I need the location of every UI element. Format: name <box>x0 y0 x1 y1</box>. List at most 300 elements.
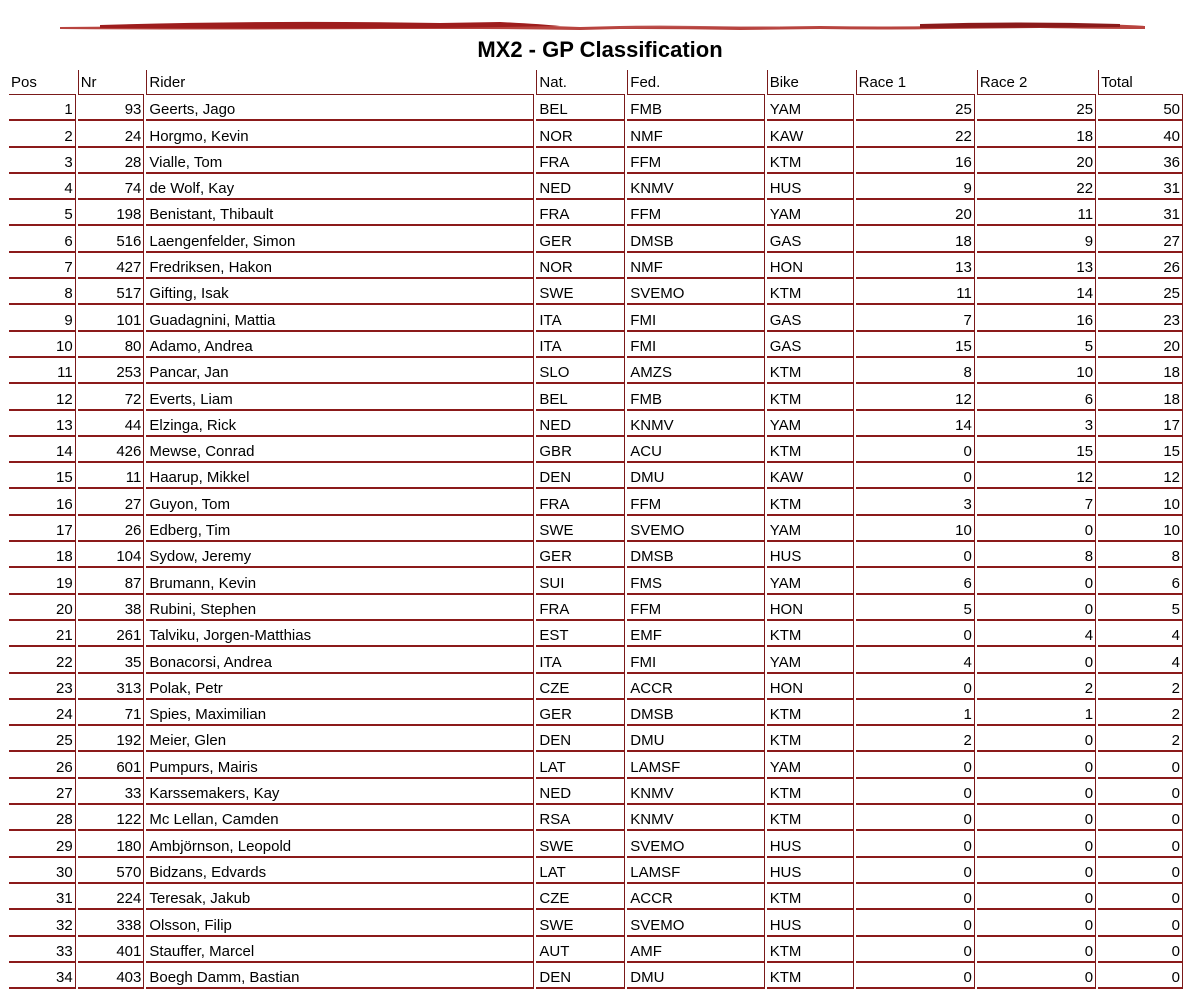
cell-nat: SWE <box>536 831 625 857</box>
cell-race-2: 0 <box>977 595 1096 621</box>
cell-rider: Rubini, Stephen <box>146 595 534 621</box>
cell-bike: KAW <box>767 121 854 147</box>
cell-race-2: 14 <box>977 279 1096 305</box>
cell-total: 17 <box>1098 411 1183 437</box>
cell-race-1: 12 <box>856 384 975 410</box>
table-row <box>9 700 1183 726</box>
cell-rider: Mc Lellan, Camden <box>146 805 534 831</box>
cell-total: 0 <box>1098 805 1183 831</box>
cell-total: 18 <box>1098 358 1183 384</box>
cell-total: 25 <box>1098 279 1183 305</box>
table-row <box>9 963 1183 989</box>
table-row <box>9 647 1183 673</box>
cell-total: 31 <box>1098 200 1183 226</box>
cell-rider: Sydow, Jeremy <box>146 542 534 568</box>
table-row <box>9 910 1183 936</box>
cell-nat: GER <box>536 226 625 252</box>
cell-rider: Guyon, Tom <box>146 489 534 515</box>
table-row <box>9 95 1183 121</box>
cell-race-1: 0 <box>856 542 975 568</box>
header-bike: Bike <box>767 70 854 95</box>
cell-total: 31 <box>1098 174 1183 200</box>
cell-total: 0 <box>1098 963 1183 989</box>
cell-rider: Brumann, Kevin <box>146 568 534 594</box>
cell-pos: 4 <box>9 174 76 200</box>
cell-nat: FRA <box>536 148 625 174</box>
cell-race-1: 0 <box>856 963 975 989</box>
cell-nat: GER <box>536 542 625 568</box>
cell-race-2: 0 <box>977 726 1096 752</box>
cell-rider: Pancar, Jan <box>146 358 534 384</box>
cell-pos: 26 <box>9 752 76 778</box>
cell-nr: 101 <box>78 305 145 331</box>
cell-rider: Vialle, Tom <box>146 148 534 174</box>
table-row <box>9 937 1183 963</box>
cell-total: 0 <box>1098 831 1183 857</box>
cell-pos: 33 <box>9 937 76 963</box>
cell-race-1: 2 <box>856 726 975 752</box>
header-race-1: Race 1 <box>856 70 975 95</box>
cell-fed: KNMV <box>627 174 764 200</box>
table-row <box>9 726 1183 752</box>
cell-fed: DMSB <box>627 700 764 726</box>
cell-race-1: 7 <box>856 305 975 331</box>
table-row <box>9 174 1183 200</box>
cell-race-2: 6 <box>977 384 1096 410</box>
cell-fed: EMF <box>627 621 764 647</box>
cell-bike: YAM <box>767 647 854 673</box>
cell-nr: 104 <box>78 542 145 568</box>
header-rider: Rider <box>146 70 534 95</box>
cell-bike: KTM <box>767 700 854 726</box>
cell-nr: 93 <box>78 95 145 121</box>
cell-nat: SUI <box>536 568 625 594</box>
table-row <box>9 463 1183 489</box>
cell-total: 2 <box>1098 700 1183 726</box>
cell-total: 0 <box>1098 752 1183 778</box>
table-row <box>9 305 1183 331</box>
cell-nat: FRA <box>536 489 625 515</box>
cell-race-1: 11 <box>856 279 975 305</box>
cell-total: 6 <box>1098 568 1183 594</box>
cell-total: 40 <box>1098 121 1183 147</box>
cell-fed: FFM <box>627 595 764 621</box>
cell-rider: Fredriksen, Hakon <box>146 253 534 279</box>
cell-fed: FFM <box>627 200 764 226</box>
cell-pos: 1 <box>9 95 76 121</box>
cell-rider: Pumpurs, Mairis <box>146 752 534 778</box>
cell-rider: de Wolf, Kay <box>146 174 534 200</box>
cell-race-1: 0 <box>856 937 975 963</box>
cell-bike: KTM <box>767 358 854 384</box>
cell-pos: 24 <box>9 700 76 726</box>
cell-rider: Meier, Glen <box>146 726 534 752</box>
table-row <box>9 253 1183 279</box>
cell-race-2: 0 <box>977 516 1096 542</box>
cell-nat: CZE <box>536 674 625 700</box>
cell-bike: HUS <box>767 858 854 884</box>
cell-nr: 570 <box>78 858 145 884</box>
cell-bike: YAM <box>767 95 854 121</box>
cell-fed: KNMV <box>627 779 764 805</box>
cell-bike: YAM <box>767 411 854 437</box>
cell-race-2: 0 <box>977 779 1096 805</box>
cell-race-2: 25 <box>977 95 1096 121</box>
cell-nr: 403 <box>78 963 145 989</box>
cell-race-1: 18 <box>856 226 975 252</box>
cell-rider: Benistant, Thibault <box>146 200 534 226</box>
cell-pos: 15 <box>9 463 76 489</box>
cell-nat: GER <box>536 700 625 726</box>
cell-rider: Spies, Maximilian <box>146 700 534 726</box>
cell-race-1: 4 <box>856 647 975 673</box>
cell-race-1: 0 <box>856 437 975 463</box>
cell-nr: 192 <box>78 726 145 752</box>
cell-pos: 16 <box>9 489 76 515</box>
cell-total: 15 <box>1098 437 1183 463</box>
cell-nat: SLO <box>536 358 625 384</box>
cell-bike: KTM <box>767 384 854 410</box>
cell-total: 4 <box>1098 621 1183 647</box>
cell-rider: Olsson, Filip <box>146 910 534 936</box>
cell-pos: 10 <box>9 332 76 358</box>
cell-nr: 27 <box>78 489 145 515</box>
cell-race-1: 3 <box>856 489 975 515</box>
cell-race-1: 0 <box>856 621 975 647</box>
cell-pos: 18 <box>9 542 76 568</box>
cell-nat: NOR <box>536 121 625 147</box>
cell-nat: ITA <box>536 305 625 331</box>
page-title: MX2 - GP Classification <box>477 37 723 62</box>
cell-race-2: 18 <box>977 121 1096 147</box>
cell-rider: Elzinga, Rick <box>146 411 534 437</box>
cell-nr: 517 <box>78 279 145 305</box>
cell-nr: 87 <box>78 568 145 594</box>
cell-nr: 44 <box>78 411 145 437</box>
cell-fed: FMB <box>627 95 764 121</box>
cell-race-2: 4 <box>977 621 1096 647</box>
table-row <box>9 516 1183 542</box>
cell-race-2: 0 <box>977 831 1096 857</box>
cell-race-2: 20 <box>977 148 1096 174</box>
cell-nr: 122 <box>78 805 145 831</box>
cell-bike: KTM <box>767 621 854 647</box>
cell-race-2: 0 <box>977 752 1096 778</box>
cell-pos: 27 <box>9 779 76 805</box>
table-row <box>9 884 1183 910</box>
cell-total: 0 <box>1098 937 1183 963</box>
cell-race-1: 0 <box>856 831 975 857</box>
cell-rider: Laengenfelder, Simon <box>146 226 534 252</box>
cell-race-2: 13 <box>977 253 1096 279</box>
cell-fed: KNMV <box>627 805 764 831</box>
cell-nat: NED <box>536 411 625 437</box>
cell-bike: HUS <box>767 910 854 936</box>
cell-rider: Boegh Damm, Bastian <box>146 963 534 989</box>
cell-fed: NMF <box>627 253 764 279</box>
cell-race-2: 0 <box>977 963 1096 989</box>
cell-bike: KTM <box>767 437 854 463</box>
cell-race-2: 8 <box>977 542 1096 568</box>
cell-bike: YAM <box>767 516 854 542</box>
cell-race-1: 0 <box>856 674 975 700</box>
cell-race-1: 13 <box>856 253 975 279</box>
cell-fed: SVEMO <box>627 516 764 542</box>
cell-pos: 29 <box>9 831 76 857</box>
cell-pos: 31 <box>9 884 76 910</box>
cell-pos: 28 <box>9 805 76 831</box>
cell-pos: 11 <box>9 358 76 384</box>
cell-nr: 601 <box>78 752 145 778</box>
brush-stroke-banner <box>60 14 1145 36</box>
cell-race-1: 0 <box>856 884 975 910</box>
cell-rider: Mewse, Conrad <box>146 437 534 463</box>
cell-bike: KTM <box>767 148 854 174</box>
cell-rider: Teresak, Jakub <box>146 884 534 910</box>
cell-bike: KTM <box>767 937 854 963</box>
cell-race-1: 22 <box>856 121 975 147</box>
cell-race-1: 20 <box>856 200 975 226</box>
cell-bike: GAS <box>767 332 854 358</box>
cell-total: 50 <box>1098 95 1183 121</box>
cell-nr: 224 <box>78 884 145 910</box>
cell-total: 12 <box>1098 463 1183 489</box>
cell-rider: Bonacorsi, Andrea <box>146 647 534 673</box>
cell-pos: 3 <box>9 148 76 174</box>
header-row <box>9 70 1183 95</box>
cell-fed: DMU <box>627 726 764 752</box>
cell-nat: LAT <box>536 858 625 884</box>
cell-fed: DMU <box>627 463 764 489</box>
cell-nat: ITA <box>536 647 625 673</box>
table-row <box>9 674 1183 700</box>
cell-fed: ACU <box>627 437 764 463</box>
cell-nr: 338 <box>78 910 145 936</box>
cell-nr: 516 <box>78 226 145 252</box>
cell-nat: SWE <box>536 279 625 305</box>
cell-fed: FFM <box>627 489 764 515</box>
table-row <box>9 358 1183 384</box>
cell-race-2: 0 <box>977 910 1096 936</box>
cell-fed: LAMSF <box>627 858 764 884</box>
cell-nat: SWE <box>536 516 625 542</box>
cell-total: 4 <box>1098 647 1183 673</box>
header-nr: Nr <box>78 70 145 95</box>
cell-rider: Horgmo, Kevin <box>146 121 534 147</box>
cell-rider: Karssemakers, Kay <box>146 779 534 805</box>
cell-nr: 74 <box>78 174 145 200</box>
cell-race-1: 14 <box>856 411 975 437</box>
cell-pos: 2 <box>9 121 76 147</box>
cell-race-2: 22 <box>977 174 1096 200</box>
cell-nat: FRA <box>536 595 625 621</box>
cell-race-2: 5 <box>977 332 1096 358</box>
table-row <box>9 805 1183 831</box>
cell-rider: Stauffer, Marcel <box>146 937 534 963</box>
table-row <box>9 437 1183 463</box>
table-row <box>9 121 1183 147</box>
cell-bike: HUS <box>767 174 854 200</box>
cell-total: 2 <box>1098 674 1183 700</box>
cell-race-2: 0 <box>977 568 1096 594</box>
cell-nr: 11 <box>78 463 145 489</box>
cell-bike: KTM <box>767 884 854 910</box>
cell-pos: 8 <box>9 279 76 305</box>
cell-nat: NED <box>536 779 625 805</box>
cell-rider: Guadagnini, Mattia <box>146 305 534 331</box>
cell-bike: KTM <box>767 279 854 305</box>
cell-race-1: 10 <box>856 516 975 542</box>
cell-bike: YAM <box>767 568 854 594</box>
cell-pos: 30 <box>9 858 76 884</box>
cell-race-2: 15 <box>977 437 1096 463</box>
cell-nat: EST <box>536 621 625 647</box>
cell-race-1: 8 <box>856 358 975 384</box>
cell-race-2: 16 <box>977 305 1096 331</box>
header-pos: Pos <box>9 70 76 95</box>
cell-race-2: 11 <box>977 200 1096 226</box>
cell-rider: Geerts, Jago <box>146 95 534 121</box>
cell-race-2: 10 <box>977 358 1096 384</box>
cell-nat: ITA <box>536 332 625 358</box>
cell-fed: LAMSF <box>627 752 764 778</box>
cell-race-2: 0 <box>977 805 1096 831</box>
cell-nat: BEL <box>536 384 625 410</box>
cell-race-2: 0 <box>977 884 1096 910</box>
cell-pos: 13 <box>9 411 76 437</box>
cell-total: 0 <box>1098 858 1183 884</box>
cell-nr: 313 <box>78 674 145 700</box>
cell-nat: SWE <box>536 910 625 936</box>
cell-fed: NMF <box>627 121 764 147</box>
cell-bike: KTM <box>767 805 854 831</box>
table-row <box>9 542 1183 568</box>
cell-pos: 25 <box>9 726 76 752</box>
cell-pos: 23 <box>9 674 76 700</box>
table-row <box>9 411 1183 437</box>
cell-fed: FFM <box>627 148 764 174</box>
header-race-2: Race 2 <box>977 70 1096 95</box>
table-row <box>9 752 1183 778</box>
cell-fed: DMU <box>627 963 764 989</box>
cell-nat: FRA <box>536 200 625 226</box>
cell-pos: 5 <box>9 200 76 226</box>
cell-bike: KAW <box>767 463 854 489</box>
header-total: Total <box>1098 70 1183 95</box>
cell-race-2: 0 <box>977 647 1096 673</box>
cell-pos: 34 <box>9 963 76 989</box>
cell-race-2: 0 <box>977 937 1096 963</box>
cell-race-1: 0 <box>856 752 975 778</box>
cell-race-1: 16 <box>856 148 975 174</box>
cell-pos: 14 <box>9 437 76 463</box>
cell-fed: AMZS <box>627 358 764 384</box>
cell-total: 0 <box>1098 779 1183 805</box>
cell-pos: 17 <box>9 516 76 542</box>
cell-nr: 180 <box>78 831 145 857</box>
cell-fed: SVEMO <box>627 910 764 936</box>
cell-nat: DEN <box>536 963 625 989</box>
cell-total: 0 <box>1098 910 1183 936</box>
classification-table <box>7 70 1185 989</box>
cell-nr: 253 <box>78 358 145 384</box>
cell-race-2: 9 <box>977 226 1096 252</box>
cell-race-1: 0 <box>856 858 975 884</box>
cell-race-1: 9 <box>856 174 975 200</box>
cell-race-2: 7 <box>977 489 1096 515</box>
cell-bike: KTM <box>767 779 854 805</box>
cell-bike: HUS <box>767 831 854 857</box>
cell-nat: NOR <box>536 253 625 279</box>
cell-total: 8 <box>1098 542 1183 568</box>
cell-bike: HON <box>767 674 854 700</box>
cell-pos: 32 <box>9 910 76 936</box>
cell-total: 18 <box>1098 384 1183 410</box>
cell-total: 20 <box>1098 332 1183 358</box>
cell-nr: 33 <box>78 779 145 805</box>
cell-fed: FMI <box>627 305 764 331</box>
cell-total: 0 <box>1098 884 1183 910</box>
cell-rider: Bidzans, Edvards <box>146 858 534 884</box>
cell-bike: HON <box>767 595 854 621</box>
cell-fed: FMI <box>627 332 764 358</box>
cell-nr: 261 <box>78 621 145 647</box>
cell-total: 36 <box>1098 148 1183 174</box>
cell-bike: HUS <box>767 542 854 568</box>
table-row <box>9 595 1183 621</box>
cell-rider: Haarup, Mikkel <box>146 463 534 489</box>
cell-nr: 426 <box>78 437 145 463</box>
cell-total: 27 <box>1098 226 1183 252</box>
cell-bike: GAS <box>767 305 854 331</box>
table-row <box>9 831 1183 857</box>
table-row <box>9 568 1183 594</box>
cell-nat: LAT <box>536 752 625 778</box>
cell-nr: 35 <box>78 647 145 673</box>
cell-pos: 20 <box>9 595 76 621</box>
table-row <box>9 279 1183 305</box>
cell-bike: KTM <box>767 963 854 989</box>
table-row <box>9 200 1183 226</box>
cell-rider: Edberg, Tim <box>146 516 534 542</box>
cell-fed: KNMV <box>627 411 764 437</box>
cell-pos: 22 <box>9 647 76 673</box>
table-row <box>9 858 1183 884</box>
cell-nat: RSA <box>536 805 625 831</box>
cell-total: 2 <box>1098 726 1183 752</box>
cell-pos: 19 <box>9 568 76 594</box>
cell-nr: 427 <box>78 253 145 279</box>
cell-total: 10 <box>1098 516 1183 542</box>
cell-race-1: 25 <box>856 95 975 121</box>
cell-race-2: 1 <box>977 700 1096 726</box>
cell-fed: FMB <box>627 384 764 410</box>
cell-rider: Everts, Liam <box>146 384 534 410</box>
cell-total: 26 <box>1098 253 1183 279</box>
cell-rider: Polak, Petr <box>146 674 534 700</box>
cell-pos: 21 <box>9 621 76 647</box>
table-row <box>9 332 1183 358</box>
cell-fed: SVEMO <box>627 279 764 305</box>
cell-bike: YAM <box>767 200 854 226</box>
cell-nr: 72 <box>78 384 145 410</box>
cell-pos: 12 <box>9 384 76 410</box>
cell-race-1: 5 <box>856 595 975 621</box>
cell-nat: NED <box>536 174 625 200</box>
cell-pos: 6 <box>9 226 76 252</box>
cell-bike: KTM <box>767 726 854 752</box>
cell-bike: GAS <box>767 226 854 252</box>
